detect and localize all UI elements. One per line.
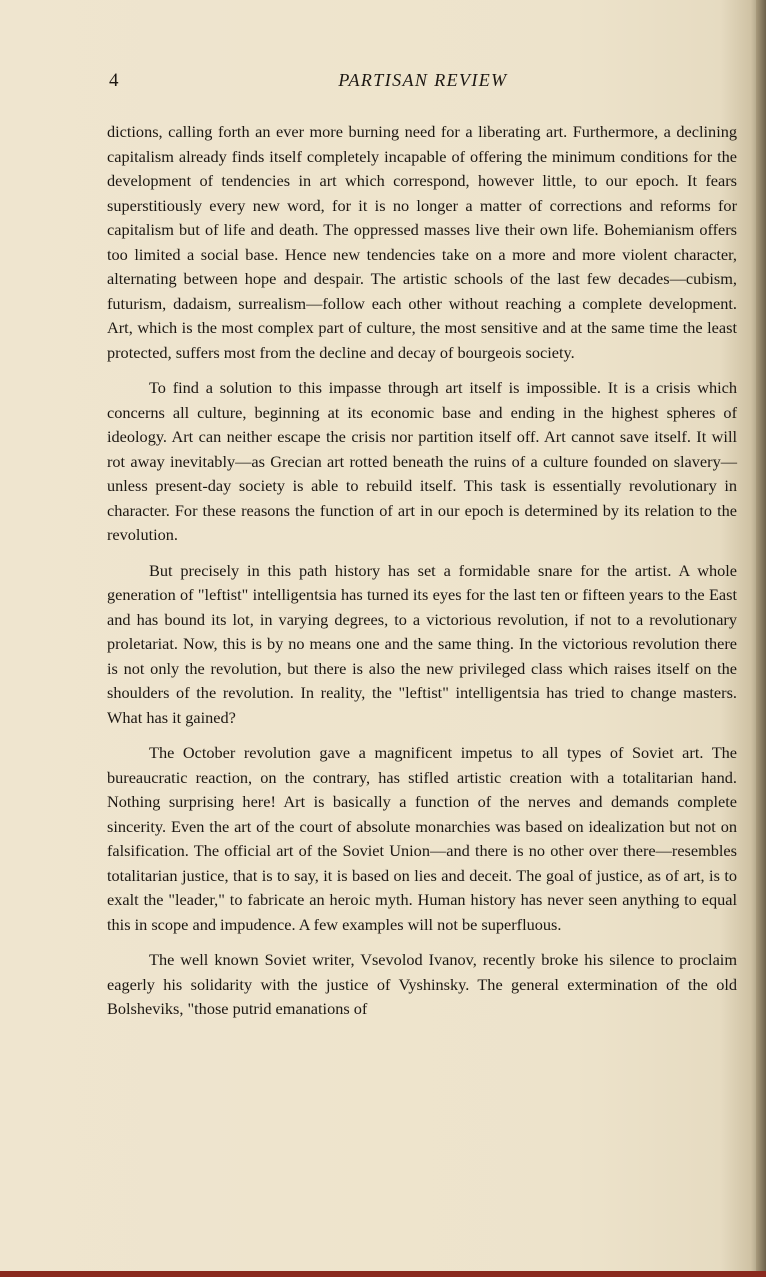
page-number: 4 <box>109 70 119 91</box>
paragraph-5: The well known Soviet writer, Vsevolod Ivanov, recently broke his silence to proclaim eagerly his solidarity with the justice of Vyshinsky. The general extermination of the old Bolsheviks, "those putrid emanations of <box>107 950 737 1018</box>
page-edge-shadow <box>756 0 766 1277</box>
bottom-cover-strip <box>0 1271 766 1277</box>
paragraph-1: dictions, calling forth an ever more burning need for a liberating art. Furthermore, a declining capitalism already finds itself completely incapable of offering the minimum conditions for the development of tendencies in art which correspond, however little, to our epoch. It fears superstitiously every new word, for it is no longer a matter of corrections and reforms for capitalism but of life and death. The oppressed masses live their own life. Bohemianism offers too limited a social base. Hence new tendencies take on a more and more violent character, alternating between hope and despair. The artistic schools of the last few decades—cubism, futurism, dadaism, surrealism—follow each other without reaching a complete development. Art, which is the most complex part of culture, the most sensitive and at the same time the least protected, suffers most from the decline and decay of bourgeois society. <box>107 122 737 362</box>
running-title: PARTISAN REVIEW <box>338 70 508 90</box>
body-text <box>107 120 737 1033</box>
page-header <box>109 70 737 100</box>
paragraph-2: To find a solution to this impasse through art itself is impossible. It is a crisis which concerns all culture, beginning at its economic base and ending in the highest spheres of ideology. Art can neither escape the crisis nor partition itself off. Art cannot save itself. It will rot away inevitably—as Grecian art rotted beneath the ruins of a culture founded on slavery—unless present-day society is able to rebuild itself. This task is essentially revolutionary in character. For these reasons the function of art in our epoch is determined by its relation to the revolution. <box>107 378 737 544</box>
paragraph-3: But precisely in this path history has set a formidable snare for the artist. A whole generation of "leftist" intelligentsia has turned its eyes for the last ten or fifteen years to the East and has bound its lot, in varying degrees, to a victorious revolution, if not to a revolutionary proletariat. Now, this is by no means one and the same thing. In the victorious revolution there is not only the revolution, but there is also the new privileged class which raises itself on the shoulders of the revolution. In reality, the "leftist" intelligentsia has tried to change masters. What has it gained? <box>107 560 737 727</box>
paragraph-4: The October revolution gave a magnificent impetus to all types of Soviet art. The bureaucratic reaction, on the contrary, has stifled artistic creation with a totalitarian hand. Nothing surprising here! Art is basically a function of the nerves and demands complete sincerity. Even the art of the court of absolute monarchies was based on idealization but not on falsification. The official art of the Soviet Union—and there is no other over there—resembles totalitarian justice, that is to say, it is based on lies and deceit. The goal of justice, as of art, is to exalt the "leader," to fabricate an heroic myth. Human history has never seen anything to equal this in scope and impudence. A few examples will not be superfluous. <box>107 743 737 934</box>
